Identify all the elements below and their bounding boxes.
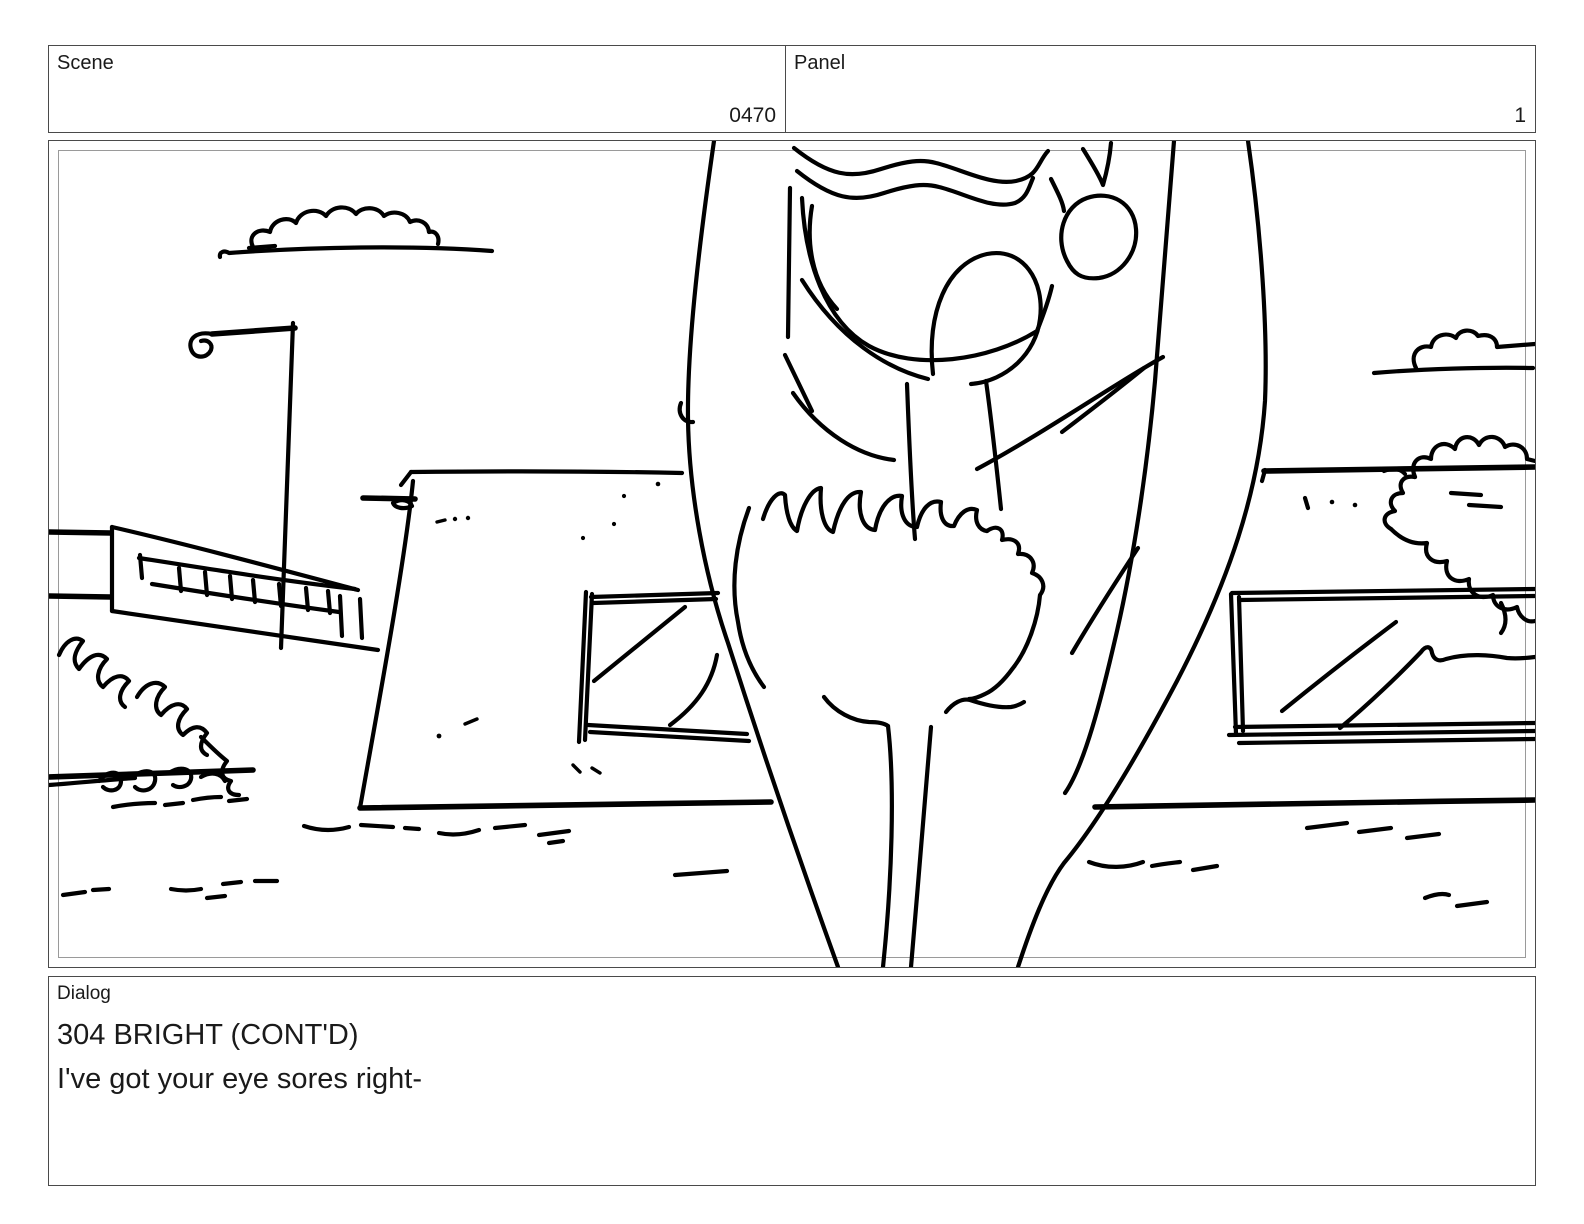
dialog-box (48, 976, 1536, 1186)
panel-label: Panel (794, 52, 846, 74)
panel-cell (786, 46, 1535, 132)
dialog-line-character: 304 BRIGHT (CONT'D) (57, 1019, 359, 1051)
sketch-left-building (49, 527, 378, 650)
storyboard-sketch (49, 141, 1535, 967)
sketch-ground (49, 770, 1487, 906)
sketch-right-cloud (1374, 331, 1535, 373)
dialog-line-text: I've got your eye sores right- (57, 1063, 422, 1095)
dialog-label: Dialog (57, 983, 111, 1004)
panel-value: 1 (1514, 104, 1526, 127)
sketch-character (680, 141, 1266, 967)
scene-label: Scene (57, 52, 114, 74)
sketch-center-building (304, 471, 771, 843)
scene-value: 0470 (729, 104, 776, 127)
dialog-lines (49, 1004, 1535, 1101)
sketch-left-cloud (220, 207, 492, 257)
panel-header (48, 45, 1536, 133)
scene-cell (49, 46, 786, 132)
panel-drawing-frame (48, 140, 1536, 968)
sketch-right-building (1095, 467, 1535, 807)
